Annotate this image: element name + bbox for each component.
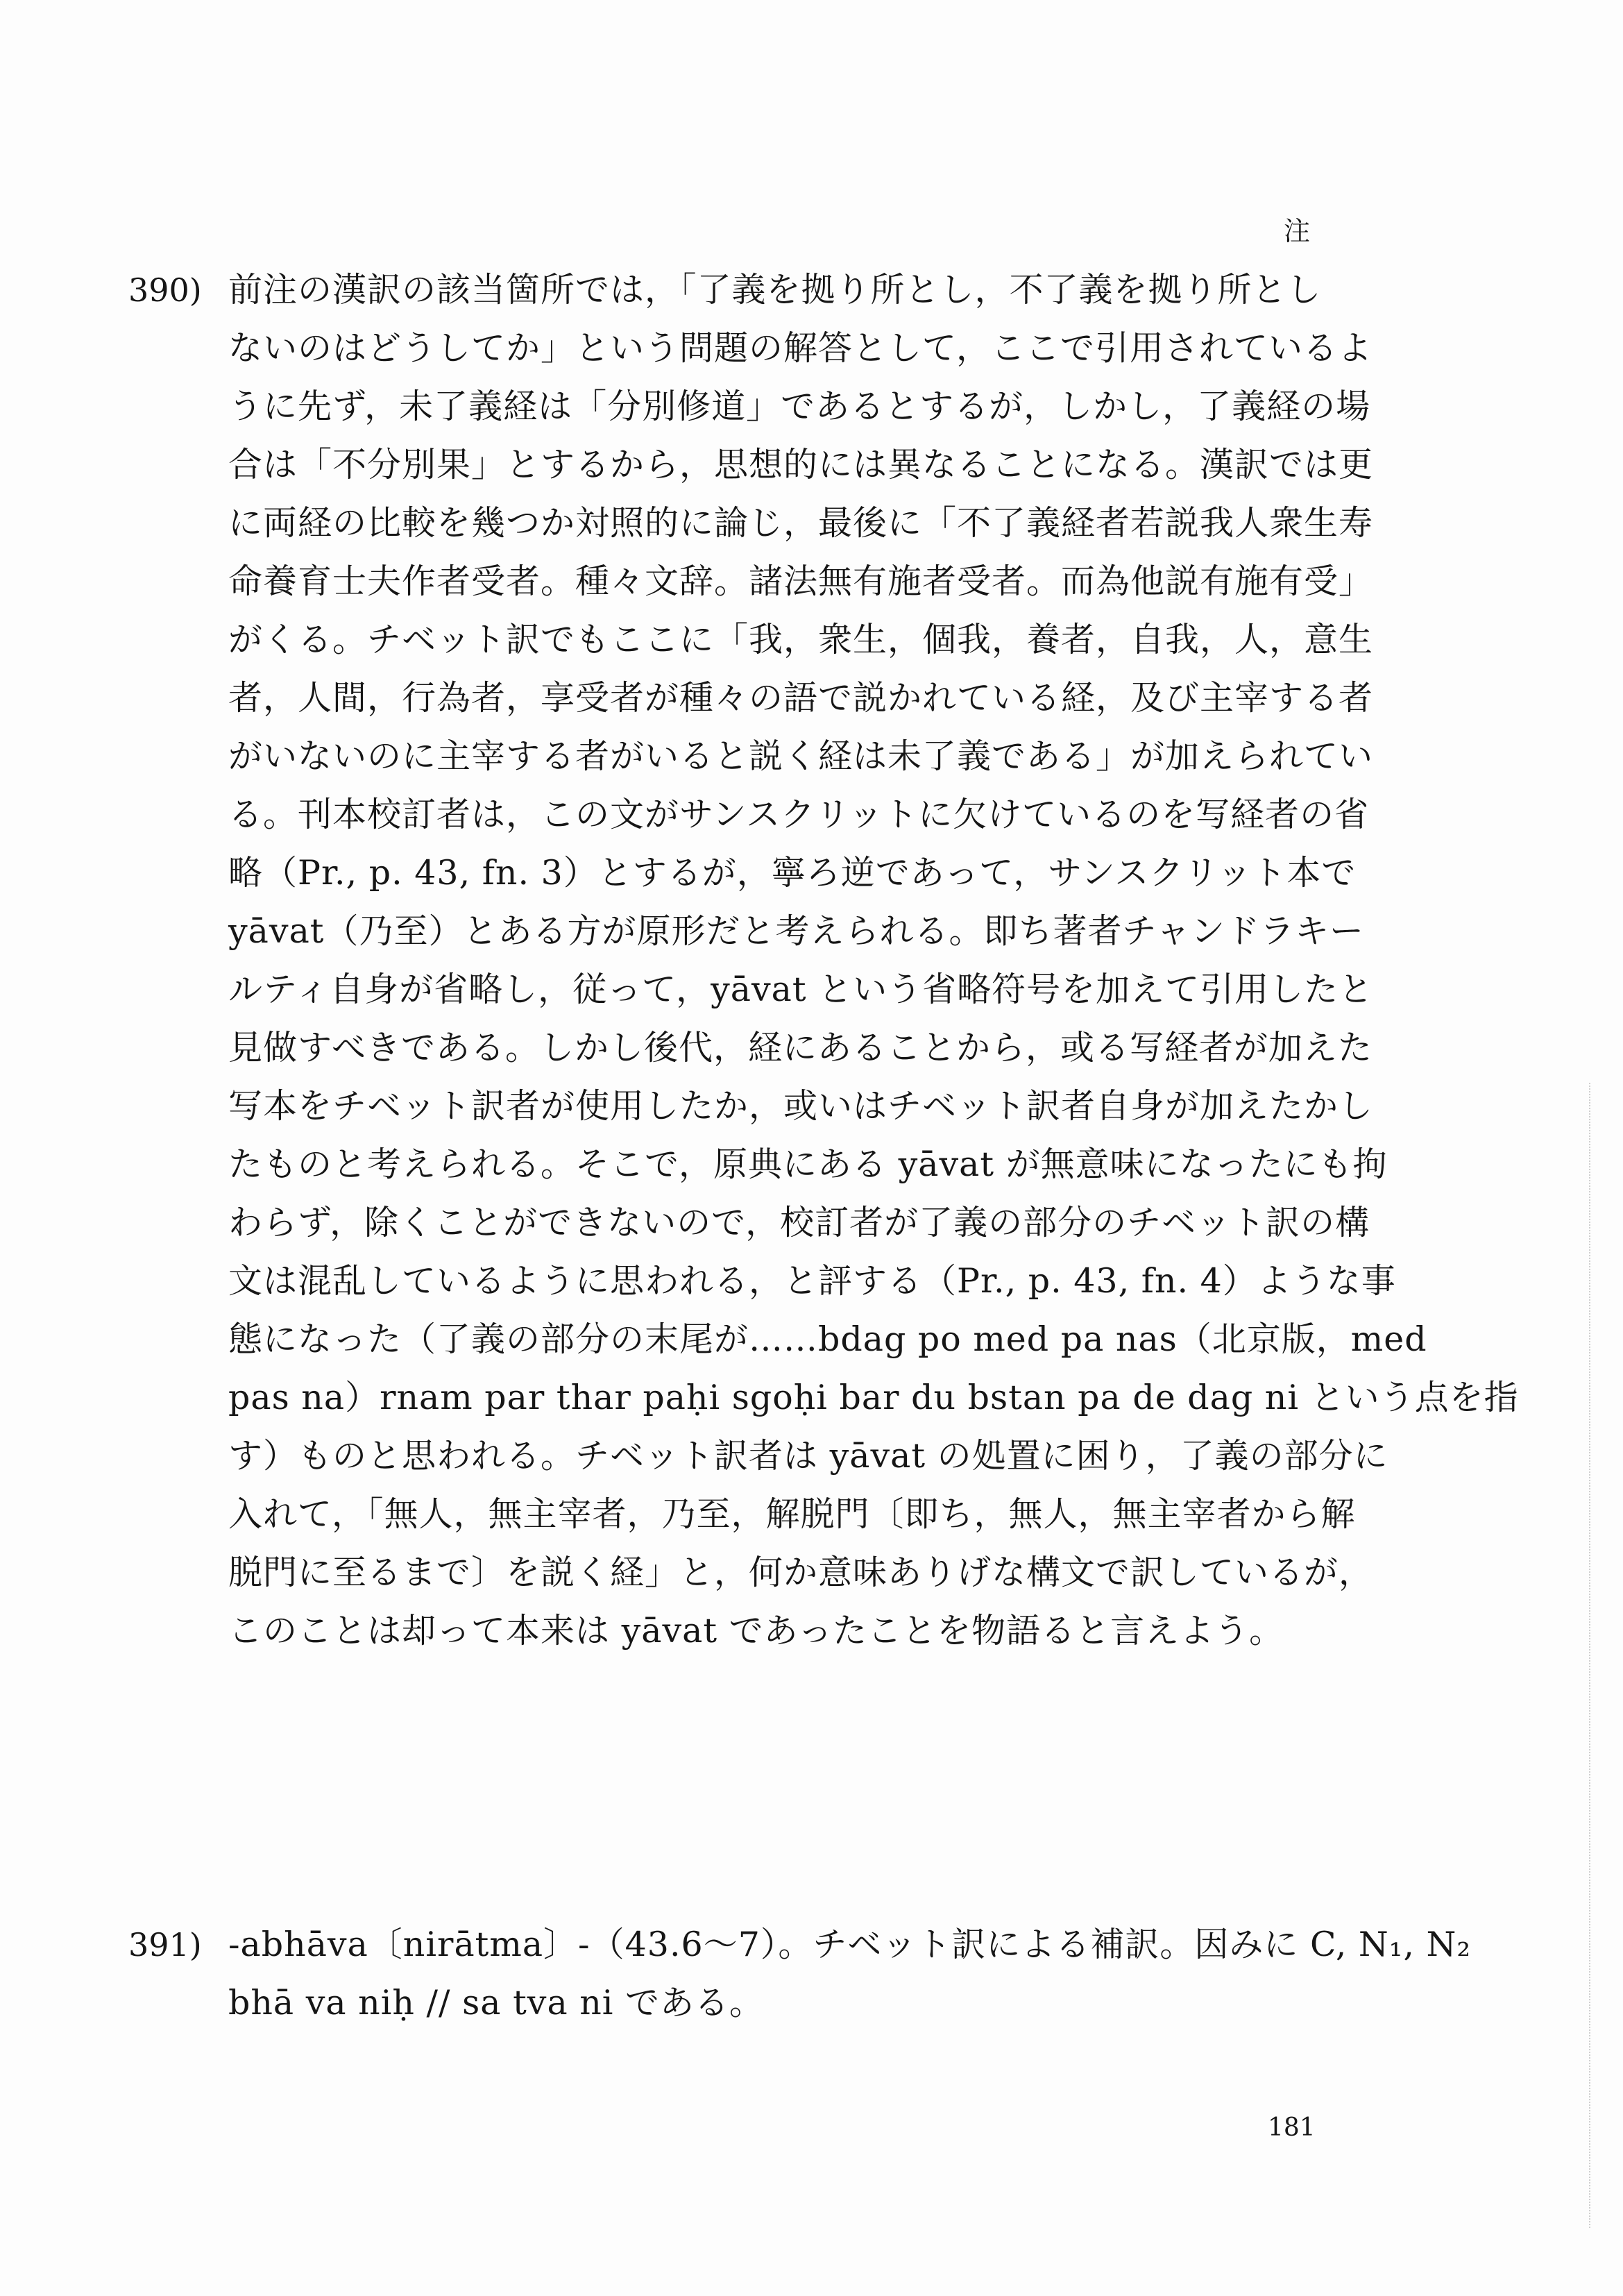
page-number: 181 (1268, 2113, 1316, 2142)
note-line: がくる。チベット訳でもここに「我，衆生，個我，養者，自我，人，意生 (228, 620, 1374, 659)
note-line: 入れて，「無人，無主宰者，乃至，解脱門〔即ち，無人，無主宰者から解 (228, 1494, 1356, 1534)
note-line: bhā va niḥ // sa tva ni である。 (228, 1983, 765, 2023)
note-line: 文は混乱しているように思われる，と評する（Pr., p. 43, fn. 4）ような事 (228, 1261, 1396, 1301)
note-line: 命養育士夫作者受者。種々文辞。諸法無有施者受者。而為他説有施有受」 (228, 562, 1374, 601)
note-line: -abhāva〔nirātma〕-（43.6～7）。チベット訳による補訳。因みに C, N₁, N₂ (228, 1925, 1472, 1964)
note-line: 略（Pr., p. 43, fn. 3）とするが，寧ろ逆であって，サンスクリット本で (228, 853, 1357, 893)
note-line: 態になった（了義の部分の末尾が……bdag po med pa nas（北京版，med (228, 1319, 1427, 1359)
note-line: わらず，除くことができないので，校訂者が了義の部分のチベット訳の構 (228, 1203, 1370, 1242)
note-line: に両経の比較を幾つか対照的に論じ，最後に「不了義経者若説我人衆生寿 (228, 503, 1374, 543)
note-line: がいないのに主宰する者がいると説く経は未了義である」が加えられてい (228, 736, 1374, 776)
note-line: す）ものと思われる。チベット訳者は yāvat の処置に困り，了義の部分に (228, 1436, 1388, 1476)
note-line: 写本をチベット訳者が使用したか，或いはチベット訳者自身が加えたかし (228, 1086, 1374, 1126)
note-line: pas na）rnam par thar paḥi sgoḥi bar du bstan pa de dag ni という点を指 (228, 1378, 1519, 1417)
note-line: このことは却って本来は yāvat であったことを物語ると言えよう。 (228, 1611, 1284, 1651)
running-header-mark: 注 (1284, 216, 1311, 246)
note-line: うに先ず，未了義経は「分別修道」であるとするが，しかし，了義経の場 (228, 387, 1371, 426)
note-line: 合は「不分別果」とするから，思想的には異なることになる。漢訳では更 (228, 445, 1374, 484)
note-line: ないのはどうしてか」という問題の解答として，ここで引用されているよ (228, 328, 1373, 368)
note-number: 391) (128, 1926, 202, 1964)
note-line: 見做すべきである。しかし後代，経にあることから，或る写経者が加えた (228, 1028, 1373, 1067)
note-number: 390) (128, 271, 202, 309)
note-line: 前注の漢訳の該当箇所では，「了義を拠り所とし，不了義を拠り所とし (228, 270, 1322, 310)
note-line: たものと考えられる。そこで，原典にある yāvat が無意味になったにも拘 (228, 1145, 1388, 1184)
note-line: 脱門に至るまで〕を説く経」と，何か意味ありげな構文で訳しているが， (228, 1553, 1374, 1592)
note-line: ルティ自身が省略し，従って，yāvat という省略符号を加えて引用したと (228, 970, 1374, 1009)
note-line: る。刊本校訂者は，この文がサンスクリットに欠けているのを写経者の省 (228, 795, 1370, 834)
note-line: yāvat（乃至）とある方が原形だと考えられる。即ち著者チャンドラキー (228, 911, 1365, 951)
scan-edge-marks (1589, 1083, 1595, 2228)
note-line: 者，人間，行為者，享受者が種々の語で説かれている経，及び主宰する者 (228, 678, 1374, 718)
